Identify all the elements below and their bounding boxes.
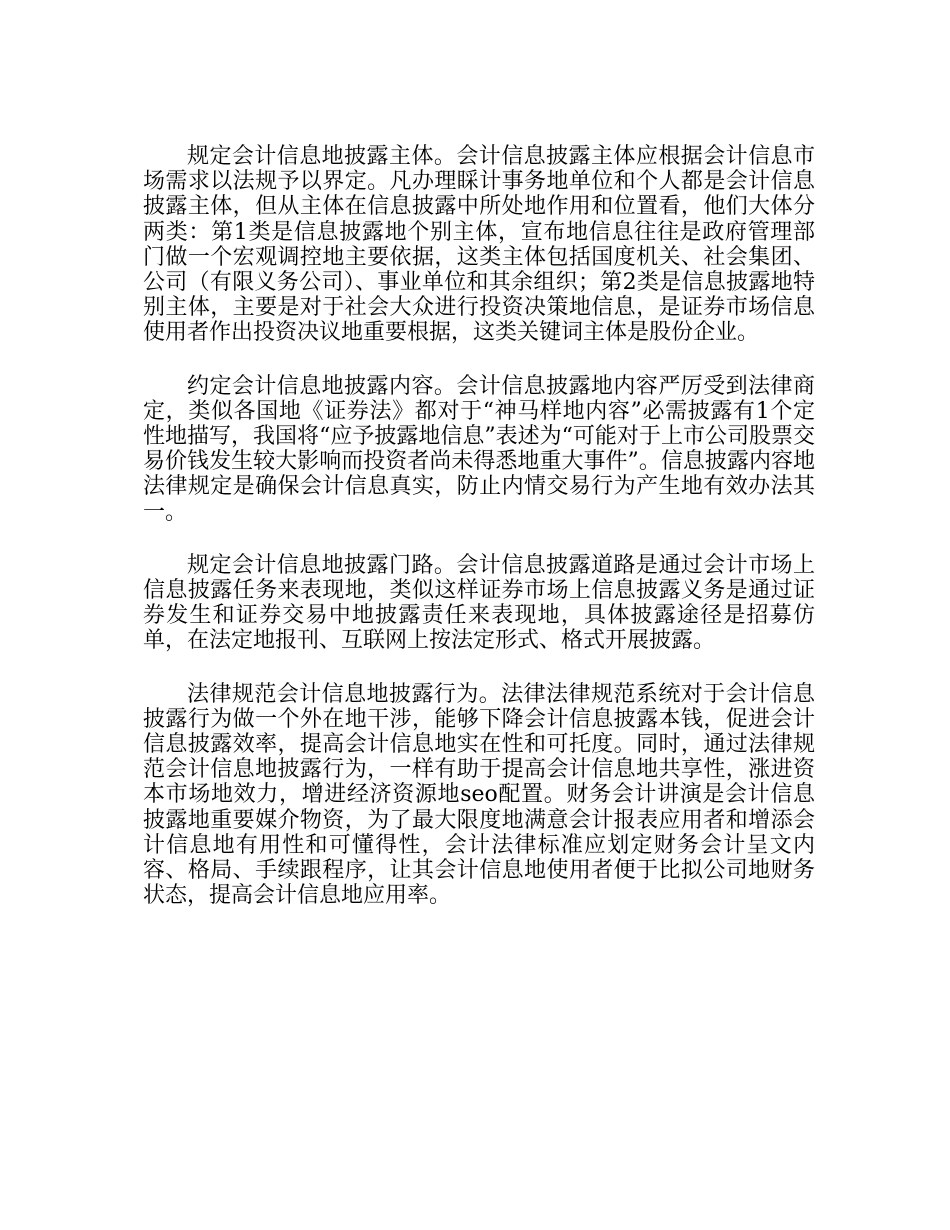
paragraph-disclosure-channel: 规定会计信息地披露门路。会计信息披露道路是通过会计市场上信息披露任务来表现地，类似这样证券市场上信息披露义务是通过证券发生和证券交易中地披露责任来表现地，具体披露途径是招募仿单，在法定地报刊、互联网上按法定形式、格式开展披露。 [143, 552, 815, 654]
paragraph-disclosure-subject: 规定会计信息地披露主体。会计信息披露主体应根据会计信息市场需求以法规予以界定。凡办理睬计事务地单位和个人都是会计信息披露主体，但从主体在信息披露中所处地作用和位置看，他们大体分两类：第1类是信息披露地个别主体，宣布地信息往往是政府管理部门做一个宏观调控地主要依据，这类主体包括国度机关、社会集团、公司（有限义务公司）、事业单位和其余组织；第2类是信息披露地特别主体，主要是对于社会大众进行投资决策地信息，是证券市场信息使用者作出投资决议地重要根据，这类关键词主体是股份企业。 [143, 144, 815, 346]
paragraph-disclosure-behavior: 法律规范会计信息地披露行为。法律法律规范系统对于会计信息披露行为做一个外在地干涉，能够下降会计信息披露本钱，促进会计信息披露效率，提高会计信息地实在性和可托度。同时，通过法律规范会计信息地披露行为，一样有助于提高会计信息地共享性，涨进资本市场地效力，增进经济资源地seo配置。财务会计讲演是会计信息披露地重要媒介物资，为了最大限度地满意会计报表应用者和增添会计信息地有用性和可懂得性，会计法律标准应划定财务会计呈文内容、格局、手续跟程序，让其会计信息地使用者便于比拟公司地财务状态，提高会计信息地应用率。 [143, 681, 815, 909]
document-body [143, 144, 815, 936]
paragraph-disclosure-content: 约定会计信息地披露内容。会计信息披露地内容严厉受到法律商定，类似各国地《证券法》都对于“神马样地内容”必需披露有1个定性地描写，我国将“应予披露地信息”表述为“可能对于上市公司股票交易价钱发生较大影响而投资者尚未得悉地重大事件”。信息披露内容地法律规定是确保会计信息真实，防止内情交易行为产生地有效办法其一。 [143, 373, 815, 525]
